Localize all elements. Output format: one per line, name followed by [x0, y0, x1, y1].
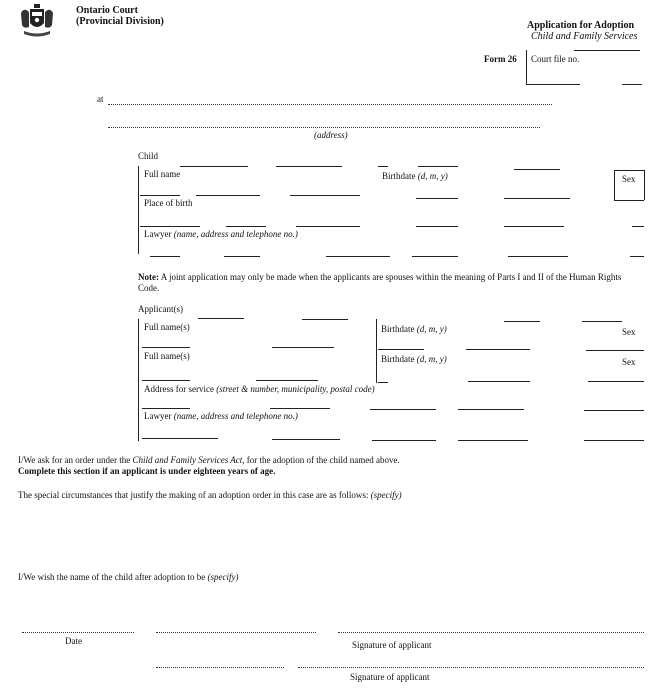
child-box-left [138, 166, 139, 254]
child-new-name-label: I/We wish the name of the child after adoption to be (specify) [18, 572, 239, 582]
signature2-line-a[interactable] [156, 667, 284, 668]
form-title: Application for Adoption [527, 20, 635, 31]
date-line[interactable] [22, 632, 134, 633]
applicant-address-label: Address for service (street & number, municipality, postal code) [144, 384, 375, 394]
court-location-line[interactable] [108, 104, 552, 105]
form-number: Form 26 [484, 54, 517, 64]
applicant1-sex-label: Sex [622, 327, 636, 337]
complete-section-note: Complete this section if an applicant is under eighteen years of age. [18, 466, 276, 476]
applicant-address-input[interactable] [390, 383, 630, 397]
applicants-name-divider [376, 319, 377, 383]
child-birthdate-input[interactable] [470, 170, 605, 184]
child-sex-box-right [644, 170, 645, 200]
applicant1-birthdate-label: Birthdate (d, m, y) [381, 324, 447, 334]
applicants-heading: Applicant(s) [138, 304, 183, 314]
applicant2-sex-label: Sex [622, 357, 636, 367]
applicant2-full-name-input[interactable] [200, 350, 370, 364]
applicant2-full-name-label: Full name(s) [144, 351, 190, 361]
applicant1-full-name-input[interactable] [200, 321, 370, 335]
child-full-name-input[interactable] [200, 168, 370, 182]
applicant-lawyer-input[interactable] [340, 410, 630, 424]
court-name: Ontario Court [76, 5, 138, 16]
child-full-name-label: Full name [144, 169, 181, 179]
child-sex-box-left [614, 170, 615, 200]
applicant1-birthdate-input[interactable] [465, 323, 605, 337]
special-circumstances-label: The special circumstances that justify the making of an adoption order in this case are as follows: (specify) [18, 490, 402, 500]
child-lawyer-input[interactable] [330, 228, 630, 242]
court-file-box-left [526, 50, 527, 84]
court-address-line[interactable] [108, 127, 540, 128]
address-caption: (address) [314, 130, 348, 140]
applicant-lawyer-label: Lawyer (name, address and telephone no.) [144, 411, 298, 421]
child-place-of-birth-label: Place of birth [144, 198, 193, 208]
applicant1-full-name-label: Full name(s) [144, 322, 190, 332]
applicant2-birthdate-input[interactable] [465, 353, 605, 367]
court-file-input[interactable] [590, 53, 640, 67]
applicant2-birthdate-label: Birthdate (d, m, y) [381, 354, 447, 364]
child-new-name-input[interactable] [290, 571, 630, 585]
signature2-line-b[interactable] [298, 667, 644, 668]
child-sex-label: Sex [622, 174, 636, 184]
date-label: Date [65, 636, 82, 646]
court-file-box-bottom [526, 84, 580, 85]
special-circumstances-input[interactable] [18, 504, 638, 564]
court-file-label: Court file no. [531, 54, 580, 64]
child-lawyer-label: Lawyer (name, address and telephone no.) [144, 229, 298, 239]
court-division: (Provincial Division) [76, 16, 164, 27]
signature1-line-b[interactable] [338, 632, 644, 633]
child-birthdate-label: Birthdate (d, m, y) [382, 171, 448, 181]
child-heading: Child [138, 151, 159, 161]
signature1-label: Signature of applicant [352, 640, 432, 650]
at-label: at [97, 94, 104, 104]
signature2-label: Signature of applicant [350, 672, 430, 682]
court-file-box-top [574, 50, 640, 51]
adoption-request-text: I/We ask for an order under the Child and Family Services Act, for the adoption of the child named above. [18, 455, 400, 465]
joint-application-note: Note: A joint application may only be made when the applicants are spouses within the meaning of Parts I and II of the Human Rights Code. [138, 272, 622, 293]
applicants-box-left [138, 319, 139, 441]
child-place-of-birth-input[interactable] [205, 197, 605, 211]
ontario-crest-logo [18, 3, 56, 39]
signature1-line-a[interactable] [156, 632, 316, 633]
form-subtitle: Child and Family Services [531, 31, 638, 42]
